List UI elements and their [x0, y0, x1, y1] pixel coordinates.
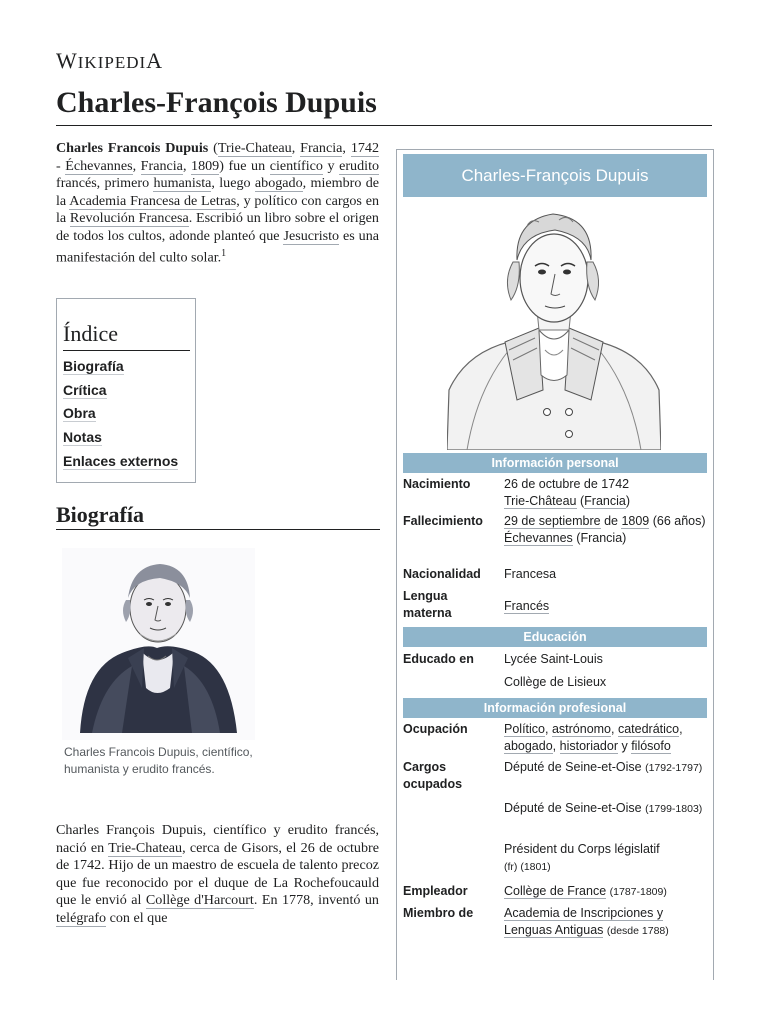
infobox-title: Charles-François Dupuis	[403, 154, 707, 197]
value-cargo-1	[504, 759, 710, 777]
infobox	[396, 149, 714, 980]
title-divider	[56, 125, 712, 126]
link-cientifico[interactable]: científico	[269, 157, 323, 174]
section-personal-header: Información personal	[403, 453, 707, 473]
table-of-contents	[56, 298, 196, 483]
link-academia-francesa[interactable]: Academia Francesa de Letras	[69, 192, 237, 209]
text: , miembro de la	[56, 175, 379, 209]
label-empleador: Empleador	[403, 884, 468, 898]
section-divider	[56, 529, 380, 530]
logo-w: W	[56, 48, 78, 73]
link-death-place[interactable]: Échevannes	[504, 530, 573, 545]
section-educacion-header: Educación	[403, 627, 707, 647]
label-educado-en: Educado en	[403, 652, 474, 666]
link-erudito[interactable]: erudito	[339, 157, 380, 174]
text: ,	[132, 157, 141, 174]
link-francia-2[interactable]: Francia	[140, 157, 183, 174]
label-ocupacion: Ocupación	[403, 722, 468, 736]
value-cargo-3	[504, 841, 710, 875]
toc-item-biografia[interactable]: Biografía	[63, 358, 124, 374]
text: con el que	[106, 909, 168, 926]
thumbnail-caption: Charles Francois Dupuis, científico, humanista y erudito francés.	[64, 745, 253, 776]
text: . Escribió un libro sobre el origen de todos los cultos, adonde planteó que	[56, 210, 379, 244]
link-catedratico[interactable]: catedrático	[617, 722, 680, 736]
link-death-day[interactable]: 29 de septiembre	[504, 514, 601, 528]
label-lengua-materna: Lengua materna	[403, 589, 452, 620]
text: ,	[291, 140, 301, 156]
text: Charles François Dupuis, científico y erudito francés, nació en	[56, 822, 379, 856]
section-profesional-header: Información profesional	[403, 698, 707, 718]
value-nacionalidad: Francesa	[504, 567, 557, 581]
link-revolucion-francesa[interactable]: Revolución Francesa	[69, 210, 189, 226]
value-ocupacion: Político, astrónomo, catedrático, abogado, historiador y filósofo	[504, 722, 683, 753]
logo-a: A	[146, 48, 164, 73]
cargo-title: Député de Seine-et-Oise	[504, 760, 642, 774]
text: , luego	[211, 175, 255, 191]
toc-item-obra[interactable]: Obra	[63, 405, 96, 422]
toc-divider	[63, 350, 190, 351]
link-1809[interactable]: 1809	[191, 157, 220, 174]
value-empleador	[504, 883, 710, 901]
value-educado-1: Lycée Saint-Louis	[504, 652, 603, 666]
subject-name: Charles Francois Dupuis	[56, 140, 209, 156]
link-trie-chateau-2[interactable]: Trie-Chateau	[108, 839, 183, 856]
cargo-title: Président du Corps législatif	[504, 842, 660, 856]
link-academia-inscripciones[interactable]: Academia de Inscripciones y Lenguas Antiguas	[504, 906, 664, 937]
link-college-de-france[interactable]: Collège de France	[504, 884, 607, 898]
text: . En 1778, inventó un	[253, 892, 379, 908]
value-nacimiento: 26 de octubre de 1742 Trie-Château (Francia)	[504, 476, 710, 509]
cargo-years: (1792-1797)	[645, 762, 703, 774]
link-trie-chateau[interactable]: Trie-Chateau	[217, 140, 292, 156]
toc-item-enlaces-externos[interactable]: Enlaces externos	[63, 452, 179, 469]
miembro-years: (desde 1788)	[606, 924, 669, 937]
link-humanista[interactable]: humanista	[153, 175, 212, 191]
intro-paragraph	[56, 140, 379, 267]
link-politico[interactable]: Político	[504, 722, 545, 736]
reference-1[interactable]: 1	[221, 248, 227, 259]
text: y	[322, 157, 340, 174]
label-nacimiento: Nacimiento	[403, 477, 471, 491]
biografia-paragraph	[56, 822, 379, 927]
page-title: Charles-François Dupuis	[56, 86, 377, 119]
label-nacionalidad: Nacionalidad	[403, 567, 481, 581]
link-1742[interactable]: 1742	[350, 140, 379, 156]
link-college-harcourt[interactable]: Collège d'Harcourt	[145, 892, 254, 908]
link-historiador[interactable]: historiador	[559, 738, 618, 753]
cargo-years: (1799-1803)	[645, 803, 703, 815]
link-birth-place[interactable]: Trie-Château	[504, 493, 577, 508]
toc-item-notas[interactable]: Notas	[63, 429, 102, 446]
infobox-portrait[interactable]	[447, 200, 661, 450]
portrait-thumbnail[interactable]	[62, 548, 255, 740]
label-cargos-ocupados: Cargos ocupados	[403, 760, 463, 791]
link-astronomo[interactable]: astrónomo	[551, 722, 612, 736]
link-birth-country[interactable]: Francia	[584, 493, 626, 508]
text: ,	[182, 157, 192, 174]
link-filosofo[interactable]: filósofo	[631, 738, 671, 753]
cargo-years: (fr) (1801)	[504, 860, 551, 873]
value-cargo-2	[504, 800, 710, 818]
value-fallecimiento	[504, 513, 710, 546]
text: es una manifestación del culto solar.	[56, 227, 379, 266]
text: , y político con cargos en la	[56, 192, 379, 226]
empleador-years: (1787-1809)	[609, 886, 667, 898]
text: ) fue un	[219, 157, 270, 174]
value-educado-2: Collège de Lisieux	[504, 675, 607, 689]
death-country: (Francia)	[576, 530, 627, 545]
link-francia[interactable]: Francia	[300, 140, 343, 156]
wikipedia-logo[interactable]	[56, 48, 163, 74]
link-abogado-ib[interactable]: abogado	[504, 738, 553, 753]
label-miembro-de: Miembro de	[403, 906, 474, 920]
link-telegrafo[interactable]: telégrafo	[56, 909, 107, 926]
logo-middle: IKIPEDI	[77, 53, 147, 72]
toc-title: Índice	[63, 321, 118, 346]
section-heading-biografia: Biografía	[56, 502, 144, 527]
link-frances[interactable]: Francés	[504, 599, 550, 613]
birth-date: 26 de octubre de 1742	[504, 477, 630, 491]
value-lengua-materna	[504, 598, 710, 615]
text: ,	[342, 140, 351, 156]
text: , cerca de Gisors, el 26 de octubre de 1742. Hijo de un maestro de escuela de talento precoz que fue reconocido por el duque de La Rochefoucauld que le envió al	[56, 839, 379, 908]
text: francés, primero	[56, 175, 154, 191]
cargo-title: Député de Seine-et-Oise	[504, 801, 642, 815]
text: -	[56, 157, 66, 174]
link-abogado[interactable]: abogado	[254, 175, 303, 191]
label-fallecimiento: Fallecimiento	[403, 514, 483, 528]
value-miembro-de	[504, 905, 710, 939]
text: de	[600, 514, 622, 528]
toc-item-critica[interactable]: Crítica	[63, 381, 107, 398]
text: (	[208, 140, 218, 156]
link-death-year[interactable]: 1809	[621, 514, 650, 528]
link-jesucristo[interactable]: Jesucristo	[283, 227, 340, 244]
death-age: (66 años)	[649, 514, 706, 528]
link-echevannes[interactable]: Échevannes	[65, 157, 133, 174]
